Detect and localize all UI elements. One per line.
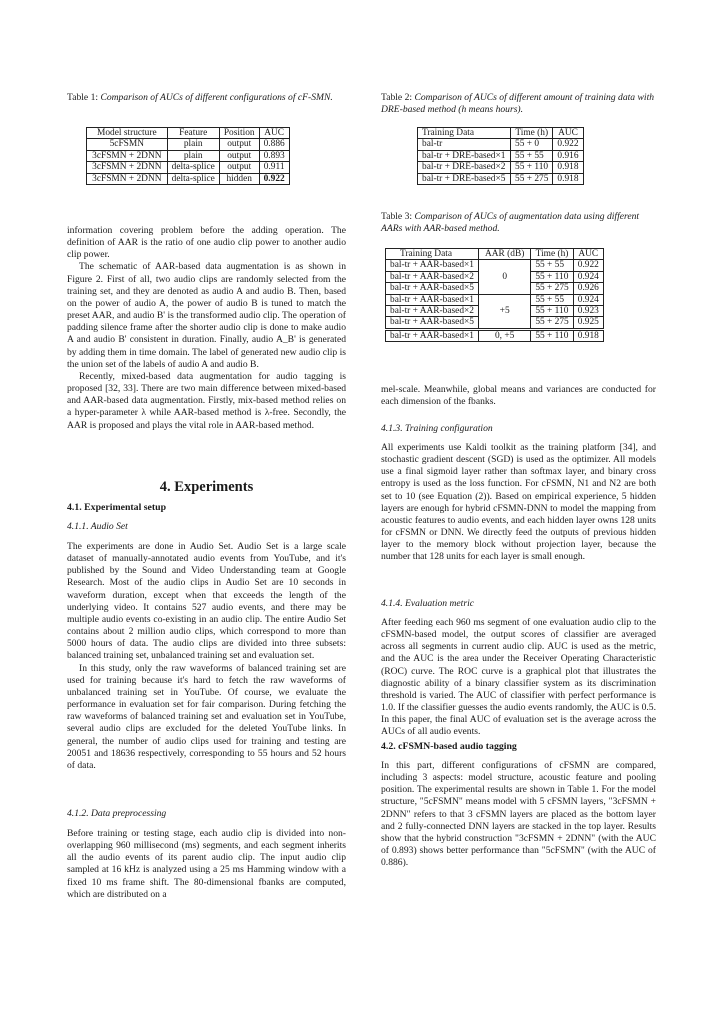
right-column-cfsmn: [381, 760, 656, 869]
table2-header-cell: Time (h): [511, 128, 553, 139]
left-column-preprocessing: [67, 828, 346, 901]
table2-header-cell: AUC: [553, 128, 583, 139]
table-cell: bal-tr + AAR-based×1: [386, 294, 479, 305]
table-cell: hidden: [219, 173, 259, 184]
table-cell: 55 + 55: [531, 294, 573, 305]
table3-caption-label: Table 3:: [381, 211, 413, 222]
table2: [417, 127, 584, 185]
table-cell: 55 + 110: [531, 306, 573, 317]
table-cell: 55 + 275: [531, 317, 573, 329]
table-cell: 0.922: [573, 260, 603, 271]
table-row: [87, 173, 290, 184]
table-row: [418, 162, 584, 173]
table-cell: bal-tr + AAR-based×2: [386, 306, 479, 317]
table-cell: plain: [167, 150, 219, 161]
table-cell: 0, +5: [479, 329, 531, 341]
table3-header-cell: AAR (dB): [479, 249, 531, 260]
table3-header-cell: Training Data: [386, 249, 479, 260]
section-heading-experiments: 4. Experiments: [159, 479, 254, 495]
table-cell: delta-splice: [167, 173, 219, 184]
table-cell: bal-tr: [418, 139, 511, 150]
table2-caption-label: Table 2:: [381, 92, 413, 103]
best-auc-value: 0.922: [263, 173, 285, 184]
paragraph-intro: information covering problem before the adding operation. The definition of AAR is the ratio of one audio clip power to another audio clip power.: [67, 225, 346, 261]
paragraph-audioset: The experiments are done in Audio Set. Audio Set is a large scale dataset of manually-annotated audio events from YouTube, and it's published by the Sound and Video Understanding team at Google Research. Most of the audio clips in Audio Set are 10 seconds in waveform duration, except when that exceeds the length of the underlying video. It contains 527 audio events, and there may be multiple audio events co-existing in an audio clip. The entire Audio Set contains about 2 million audio clips, which correspond to more than 5000 hours of data. The audio clips are divided into three subsets: balanced training set, unbalanced training set and evaluation set.: [67, 541, 346, 662]
paragraph-study: In this study, only the raw waveforms of balanced training set are used for training because it's hard to fetch the raw waveforms of unbalanced training set in YouTube. Of course, we evaluate the performance in evaluation set for fair comparison. During fetching the raw waveforms of balanced training set and evaluation set in YouTube, several audio clips are excluded for the deleted YouTube links. In general, the number of audio clips used for training and testing are 20051 and 18636 respectively, corresponding to 55 hours and 52 hours of data.: [67, 662, 346, 771]
table-cell: output: [219, 162, 259, 173]
table-cell-best: [259, 173, 289, 184]
table-cell: 0.924: [573, 294, 603, 305]
subsection-heading-setup: 4.1. Experimental setup: [67, 502, 167, 513]
subsubsection-heading-training: 4.1.3. Training configuration: [381, 423, 493, 434]
table1-header-cell: Model structure: [87, 128, 168, 139]
table-cell: 0.918: [553, 173, 583, 184]
table3: [385, 248, 604, 342]
table-cell: 0.922: [553, 139, 583, 150]
table1: [86, 127, 290, 185]
table2-caption: [381, 92, 656, 116]
table-row: [87, 162, 290, 173]
table-row: [87, 139, 290, 150]
paragraph-recently: Recently, mixed-based data augmentation for audio tagging is proposed [32, 33]. There are two main difference between mixed-based and AAR-based data augmentation. Firstly, mix-based method relies on a hyper-parameter λ while AAR-based method is λ-free. Secondly, the AAR is proposed and plays the vital role in AAR-based method.: [67, 370, 346, 431]
subsubsection-heading-evaluation: 4.1.4. Evaluation metric: [381, 598, 474, 609]
table-cell: output: [219, 139, 259, 150]
table-cell: bal-tr + AAR-based×5: [386, 317, 479, 329]
table1-caption-text: Comparison of AUCs of different configurations of cF-SMN.: [100, 92, 333, 103]
table3-header-row: [386, 249, 604, 260]
table-cell: output: [219, 150, 259, 161]
table-row: [386, 329, 604, 341]
table-cell: bal-tr + DRE-based×2: [418, 162, 511, 173]
paragraph-training: All experiments use Kaldi toolkit as the training platform [34], and stochastic gradient descent (SGD) is used as the optimizer. All models use a final sigmoid layer rather than softmax layer, and binary cross entropy is used as the loss function. For cFSMN, N1 and N2 are both set to 10 (see Equation (2)). Based on empirical experience, 5 hidden layers are enough for hybrid cFSMN-DNN to model the mapping from acoustic features to audio events, and each hidden layer owns 128 units for cFSMN or DNN. We directly feed the outputs of previous hidden layer to the memory block without projection layer, because the number that 128 units for each layer is small enough.: [381, 442, 656, 563]
table-cell: bal-tr + AAR-based×1: [386, 260, 479, 271]
table-cell: 55 + 275: [531, 283, 573, 294]
paragraph-cfsmn: In this part, different configurations of cFSMN are compared, including 3 aspects: model structure, acoustic feature and pooling position. The experimental results are shown in Table 1. For the model structure, "5cFSMN" means model with 5 cFSMN layers, "3cFSMN + 2DNN" refers to that 3 cFSMN layers are placed as the bottom layer and 2 fully-connected DNN layers are stacked in the top layer. Results show that the hybrid construction "3cFSMN + 2DNN" (with the AUC of 0.893) shows better performance than "5cFSMN" (with the AUC of 0.886).: [381, 760, 656, 869]
subsubsection-heading-preprocessing: 4.1.2. Data preprocessing: [67, 808, 167, 819]
left-column-audioset: [67, 541, 346, 772]
table2-header-cell: Training Data: [418, 128, 511, 139]
table-row: [87, 150, 290, 161]
aar-group-cell: +5: [479, 294, 531, 329]
table-cell: 0.923: [573, 306, 603, 317]
table-cell: bal-tr + AAR-based×5: [386, 283, 479, 294]
table-cell: 0.911: [259, 162, 289, 173]
table-row: [386, 260, 604, 271]
right-column-training: [381, 442, 656, 564]
table-cell: 55 + 55: [531, 260, 573, 271]
table-cell: 0.918: [573, 329, 603, 341]
table-cell: bal-tr + DRE-based×5: [418, 173, 511, 184]
table3-caption: [381, 211, 656, 235]
table-cell: 0.916: [553, 150, 583, 161]
right-column-mel: [381, 384, 656, 408]
table-cell: 0.924: [573, 271, 603, 282]
table1-header-cell: AUC: [259, 128, 289, 139]
table3-header-cell: AUC: [573, 249, 603, 260]
table1-header-cell: Feature: [167, 128, 219, 139]
table3-caption-text: Comparison of AUCs of augmentation data using different AARs with AAR-based method.: [381, 211, 640, 234]
table-row: [418, 139, 584, 150]
table-cell: 55 + 55: [511, 150, 553, 161]
table-cell: 0.926: [573, 283, 603, 294]
table-row: [418, 150, 584, 161]
table-cell: plain: [167, 139, 219, 150]
paragraph-preprocessing: Before training or testing stage, each audio clip is divided into non-overlapping 960 millisecond (ms) segments, and each segment inherits all the audio events of its parent audio clip. The input audio clip sampled at 16 kHz is analyzed using a 25 ms Hamming window with a fixed 10 ms frame shift. The 80-dimensional fbanks are computed, which are distributed on a: [67, 828, 346, 900]
table-cell: 55 + 0: [511, 139, 553, 150]
table2-caption-text: Comparison of AUCs of different amount of training data with DRE-based method (h means hours).: [381, 92, 655, 115]
table1-caption: [67, 92, 346, 104]
left-column: [67, 225, 346, 432]
table-cell: 55 + 110: [511, 162, 553, 173]
subsubsection-heading-audioset: 4.1.1. Audio Set: [67, 521, 128, 532]
paragraph-mel: mel-scale. Meanwhile, global means and variances are conducted for each dimension of the fbanks.: [381, 384, 656, 408]
table-row: [418, 173, 584, 184]
table-cell: 0.886: [259, 139, 289, 150]
table-cell: 3cFSMN + 2DNN: [87, 173, 168, 184]
table-cell: bal-tr + AAR-based×1: [386, 329, 479, 341]
table-row: [386, 294, 604, 305]
table3-header-cell: Time (h): [531, 249, 573, 260]
table-cell: 55 + 275: [511, 173, 553, 184]
table2-header-row: [418, 128, 584, 139]
table-cell: 5cFSMN: [87, 139, 168, 150]
table-cell: 0.925: [573, 317, 603, 329]
table1-caption-label: Table 1:: [67, 92, 99, 103]
table-cell: 3cFSMN + 2DNN: [87, 162, 168, 173]
table1-header-row: [87, 128, 290, 139]
paragraph-schematic: The schematic of AAR-based data augmentation is as shown in Figure 2. First of all, two audio clips are randomly selected from the training set, and they are denoted as audio A and audio B. Then, based on the power of audio A, the power of audio B is tuned to match the preset AAR, and audio B' is the transformed audio clip. The operation of padding silence frame after the shorter audio clip is done to make audio A and audio B' consistent in duration. Finally, audio A_B' is generated by adding them in time domain. The label of generated new audio clip is the union set of the labels of audio A and audio B.: [67, 261, 346, 370]
table-cell: 3cFSMN + 2DNN: [87, 150, 168, 161]
table-cell: delta-splice: [167, 162, 219, 173]
table-cell: 0.893: [259, 150, 289, 161]
table-cell: 0.918: [553, 162, 583, 173]
right-column-evaluation: [381, 617, 656, 739]
table-cell: bal-tr + DRE-based×1: [418, 150, 511, 161]
table-cell: 55 + 110: [531, 329, 573, 341]
paragraph-evaluation: After feeding each 960 ms segment of one evaluation audio clip to the cFSMN-based model, the output scores of classifier are averaged across all segments in current audio clip. AUC is used as the metric, and the AUC is the area under the Receiver Operating Characteristic (ROC) curve. The ROC curve is a graphical plot that illustrates the diagnostic ability of a binary classifier system as its discrimination threshold is varied. The AUC of classifier with perfect performance is 1.0. If the classifier guesses the audio events randomly, the AUC is 0.5. In this paper, the final AUC of evaluation set is the average across the AUCs of all audio events.: [381, 617, 656, 738]
subsection-heading-cfsmn: 4.2. cFSMN-based audio tagging: [381, 741, 517, 752]
table-cell: 55 + 110: [531, 271, 573, 282]
table1-header-cell: Position: [219, 128, 259, 139]
table-cell: bal-tr + AAR-based×2: [386, 271, 479, 282]
aar-group-cell: 0: [479, 260, 531, 294]
